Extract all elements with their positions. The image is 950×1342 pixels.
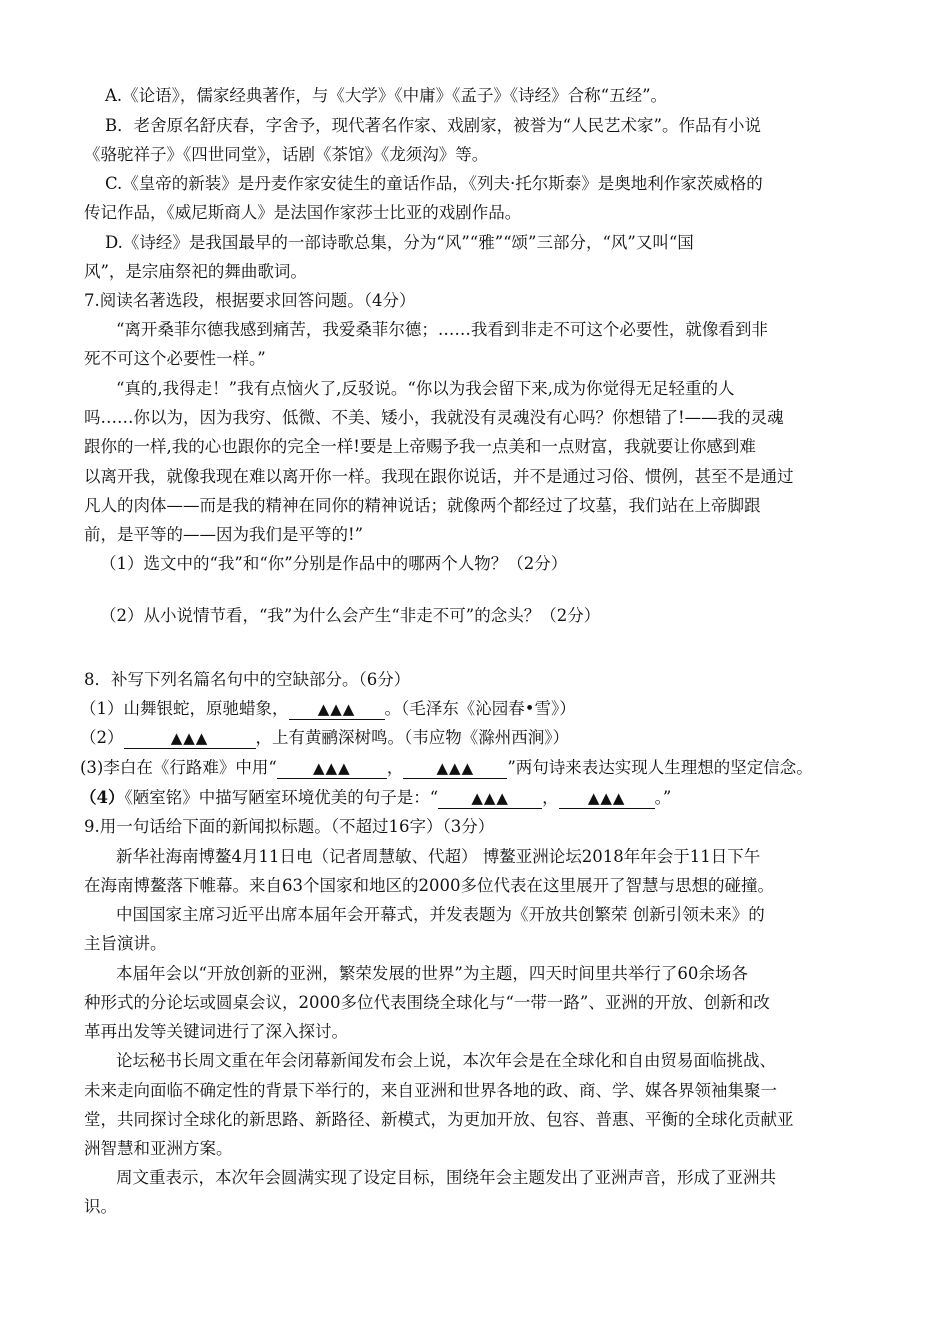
q7-title: 7.阅读名著选段，根据要求回答问题。（4分） — [84, 291, 416, 310]
q8-line-4-mid: ， — [542, 788, 559, 807]
q9-news-line: 堂，共同探讨全球化的新思路、新路径、新模式，为更加开放、包容、普惠、平衡的全球化贡献亚 — [84, 1110, 794, 1129]
q7-passage-line: “真的,我得走！”我有点恼火了,反驳说。“你以为我会留下来,成为你觉得无足轻重的人 — [116, 379, 735, 398]
q6-option-b: B．老舍原名舒庆春，字舍予，现代著名作家、戏剧家，被誉为“人民艺术家”。作品有小说 — [105, 116, 761, 135]
q8-line-1-suffix: 。（毛泽东《沁园春•雪》） — [384, 699, 576, 718]
q8-line-1-prefix: （1）山舞银蛇，原驰蜡象， — [80, 699, 289, 718]
q7-passage-line: 凡人的肉体——而是我的精神在同你的精神说话；就像两个都经过了坟墓，我们站在上帝脚跟 — [84, 496, 761, 515]
q9-news-line: 革再出发等关键词进行了深入探讨。 — [84, 1022, 348, 1041]
placeholder-triangles: ▲▲▲ — [317, 700, 356, 718]
q8-line-3-mid: ， — [386, 758, 404, 777]
q8-line-4-suffix: 。” — [654, 788, 672, 807]
q8-line-4 — [80, 786, 671, 810]
q8-line-2 — [80, 726, 569, 750]
q9-news-line: 识。 — [84, 1197, 117, 1216]
placeholder-triangles: ▲▲▲ — [436, 759, 475, 777]
q6-option-d-cont: 风”，是宗庙祭祀的舞曲歌词。 — [84, 262, 307, 281]
answer-blank[interactable] — [124, 728, 256, 749]
q7-passage-line: 吗……你以为，因为我穷、低微、不美、矮小，我就没有灵魂没有心吗？你想错了!——我的灵魂 — [84, 408, 784, 427]
answer-blank[interactable] — [289, 699, 385, 720]
q7-passage-line: 跟你的一样,我的心也跟你的完全一样!要是上帝赐予我一点美和一点财富，我就要让你感到难 — [84, 437, 756, 456]
answer-blank[interactable] — [277, 758, 387, 779]
q9-news-line: 主旨演讲。 — [84, 934, 167, 953]
q8-line-3-prefix: (3)李白在《行路难》中用“ — [80, 758, 277, 777]
q9-news-line: 中国国家主席习近平出席本届年会开幕式，并发表题为《开放共创繁荣 创新引领未来》的 — [116, 905, 765, 924]
q9-news-line: 论坛秘书长周文重在年会闭幕新闻发布会上说，本次年会是在全球化和自由贸易面临挑战、 — [116, 1051, 776, 1070]
q9-news-line: 种形式的分论坛或圆桌会议，2000多位代表围绕全球化与“一带一路”、亚洲的开放、创新和改 — [84, 993, 770, 1012]
q9-news-line: 洲智慧和亚洲方案。 — [84, 1139, 233, 1158]
q7-sub-question-1: （1）选文中的“我”和“你”分别是作品中的哪两个人物？（2分） — [100, 554, 568, 573]
q9-news-line: 本届年会以“开放创新的亚洲，繁荣发展的世界”为主题，四天时间里共举行了60余场各 — [116, 964, 748, 983]
q8-line-2-prefix: （2） — [80, 728, 124, 747]
q8-line-3 — [80, 756, 813, 780]
q9-news-line: 在海南博鳌落下帷幕。来自63个国家和地区的2000多位代表在这里展开了智慧与思想的碰撞。 — [84, 876, 774, 895]
placeholder-triangles: ▲▲▲ — [170, 729, 209, 747]
answer-blank[interactable] — [438, 788, 542, 809]
q8-line-3-suffix: ”两句诗来表达实现人生理想的坚定信念。 — [507, 758, 813, 777]
q6-option-c: C.《皇帝的新装》是丹麦作家安徒生的童话作品，《列夫·托尔斯泰》是奥地利作家茨威格的 — [105, 174, 763, 193]
q6-option-c-cont: 传记作品，《威尼斯商人》是法国作家莎士比亚的戏剧作品。 — [84, 203, 522, 222]
q8-line-1 — [80, 697, 576, 721]
q7-passage-line: 以离开我，就像我现在难以离开你一样。我现在跟你说话，并不是通过习俗、惯例，甚至不是通过 — [84, 467, 794, 486]
placeholder-triangles: ▲▲▲ — [313, 759, 351, 777]
answer-blank[interactable] — [559, 788, 655, 809]
answer-blank[interactable] — [403, 758, 507, 779]
q7-passage-line: 前，是平等的——因为我们是平等的!” — [84, 525, 364, 544]
q7-passage-line: 死不可这个必要性一样。” — [84, 349, 266, 368]
q6-option-a: A.《论语》，儒家经典著作，与《大学》《中庸》《孟子》《诗经》合称“五经”。 — [105, 86, 668, 105]
q9-news-line: 新华社海南博鳌4月11日电（记者周慧敏、代超） 博鳌亚洲论坛2018年年会于11日下午 — [116, 847, 761, 866]
q9-news-line: 周文重表示，本次年会圆满实现了设定目标，围绕年会主题发出了亚洲声音，形成了亚洲共 — [116, 1168, 776, 1187]
placeholder-triangles: ▲▲▲ — [587, 789, 626, 807]
q8-title: 8．补写下列名篇名句中的空缺部分。（6分） — [84, 670, 411, 689]
q6-option-b-cont: 《骆驼祥子》《四世同堂》，话剧《茶馆》《龙须沟》等。 — [84, 145, 489, 164]
q8-line-2-suffix: ，上有黄鹂深树鸣。（韦应物《滁州西涧》） — [255, 728, 569, 747]
q9-news-line: 未来走向面临不确定性的背景下举行的，来自亚洲和世界各地的政、商、学、媒各界领袖集聚一 — [84, 1081, 777, 1100]
q6-option-d: D.《诗经》是我国最早的一部诗歌总集，分为“风”“雅”“颂”三部分，“风”又叫“国 — [105, 233, 694, 252]
q8-line-4-number: （4） — [80, 788, 125, 807]
q9-title: 9.用一句话给下面的新闻拟标题。（不超过16字）（3分） — [84, 817, 495, 836]
q8-line-4-prefix: 《陋室铭》中描写陋室环境优美的句子是：“ — [124, 788, 439, 807]
placeholder-triangles: ▲▲▲ — [471, 789, 509, 807]
q7-sub-question-2: （2）从小说情节看，“我”为什么会产生“非走不可”的念头？（2分） — [100, 606, 601, 625]
q7-passage-line: “离开桑菲尔德我感到痛苦，我爱桑菲尔德；……我看到非走不可这个必要性，就像看到非 — [116, 320, 768, 339]
